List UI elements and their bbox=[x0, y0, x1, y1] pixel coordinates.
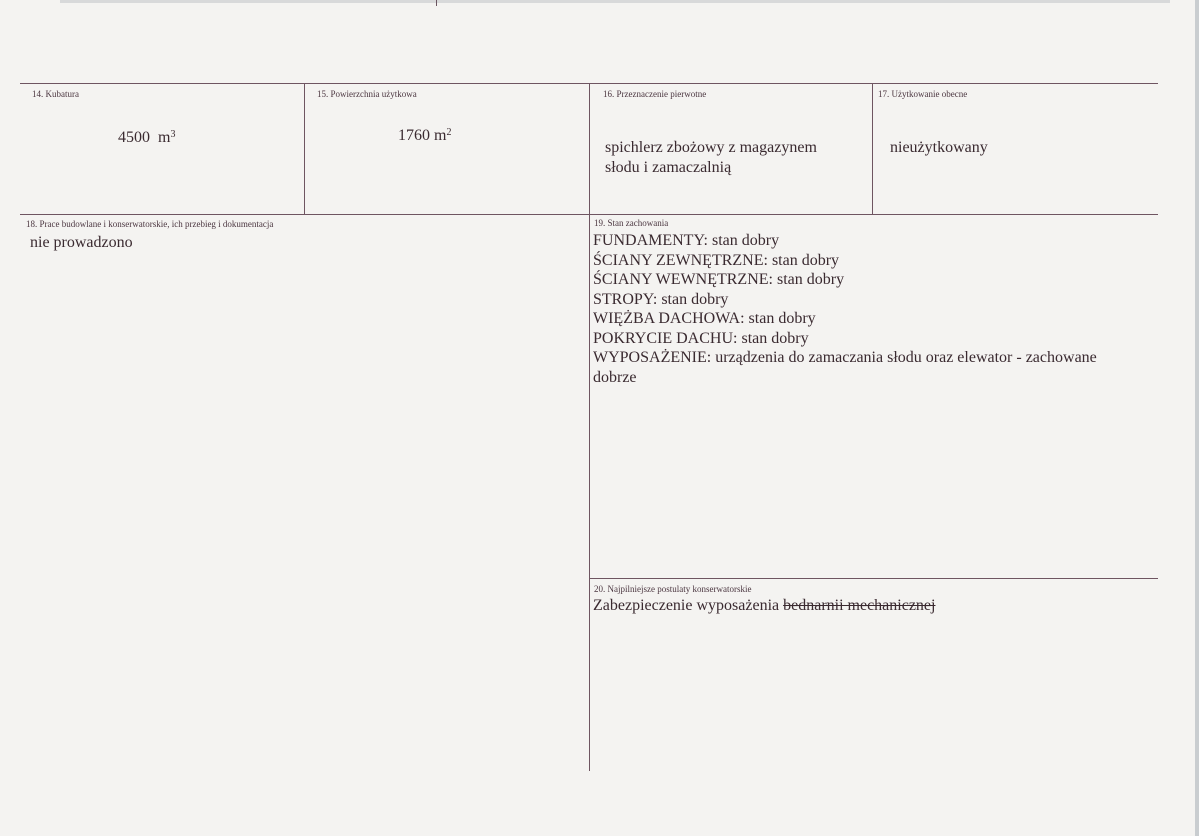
divider-16-17 bbox=[872, 83, 873, 214]
area-unit-exponent: 2 bbox=[446, 127, 452, 138]
field-20-label: 20. Najpilniejsze postulaty konserwatorskie bbox=[594, 584, 752, 594]
divider-main bbox=[589, 83, 590, 771]
field-17-label: 17. Użytkowanie obecne bbox=[878, 89, 968, 99]
postulate-text: Zabezpieczenie wyposażenia bbox=[593, 597, 784, 614]
divider-14-15 bbox=[304, 83, 305, 214]
field-16-line-1: spichlerz zbożowy z magazynem bbox=[605, 139, 817, 156]
field-18-value: nie prowadzono bbox=[30, 234, 133, 251]
condition-line: WIĘŻBA DACHOWA: stan dobry bbox=[593, 310, 816, 327]
condition-line: dobrze bbox=[593, 368, 637, 386]
area-unit: m bbox=[434, 127, 447, 144]
field-20-value bbox=[593, 596, 935, 616]
scan-edge-right bbox=[1195, 0, 1199, 836]
rule-19-20 bbox=[589, 578, 1158, 579]
condition-line: POKRYCIE DACHU: stan dobry bbox=[593, 329, 809, 347]
kubatura-number: 4500 bbox=[118, 129, 150, 146]
field-15-label: 15. Powierzchnia użytkowa bbox=[317, 89, 417, 99]
kubatura-unit: m bbox=[158, 129, 171, 146]
field-18-label: 18. Prace budowlane i konserwatorskie, ich przebieg i dokumentacja bbox=[26, 219, 274, 229]
condition-line: ŚCIANY ZEWNĘTRZNE: stan dobry bbox=[593, 251, 840, 269]
field-16-line-2: słodu i zamaczalnią bbox=[605, 159, 732, 176]
scan-edge-top bbox=[60, 0, 1170, 3]
condition-line: ŚCIANY WEWNĘTRZNE: stan dobry bbox=[593, 271, 845, 288]
kubatura-unit-exponent: 3 bbox=[170, 129, 176, 140]
field-19-label: 19. Stan zachowania bbox=[594, 218, 669, 228]
field-14-value bbox=[118, 128, 175, 148]
field-16-label: 16. Przeznaczenie pierwotne bbox=[603, 89, 707, 99]
area-number: 1760 bbox=[398, 127, 430, 144]
field-17-value: nieużytkowany bbox=[890, 139, 988, 156]
field-14-label: 14. Kubatura bbox=[32, 89, 79, 99]
struck-text: bednarnii mechanicznej bbox=[783, 597, 936, 614]
condition-line: STROPY: stan dobry bbox=[593, 290, 729, 308]
fold-tick-mark bbox=[436, 0, 437, 6]
condition-line: FUNDAMENTY: stan dobry bbox=[593, 232, 780, 249]
field-15-value bbox=[398, 126, 451, 146]
condition-line: WYPOSAŻENIE: urządzenia do zamaczania słodu oraz elewator - zachowane bbox=[593, 349, 1097, 366]
